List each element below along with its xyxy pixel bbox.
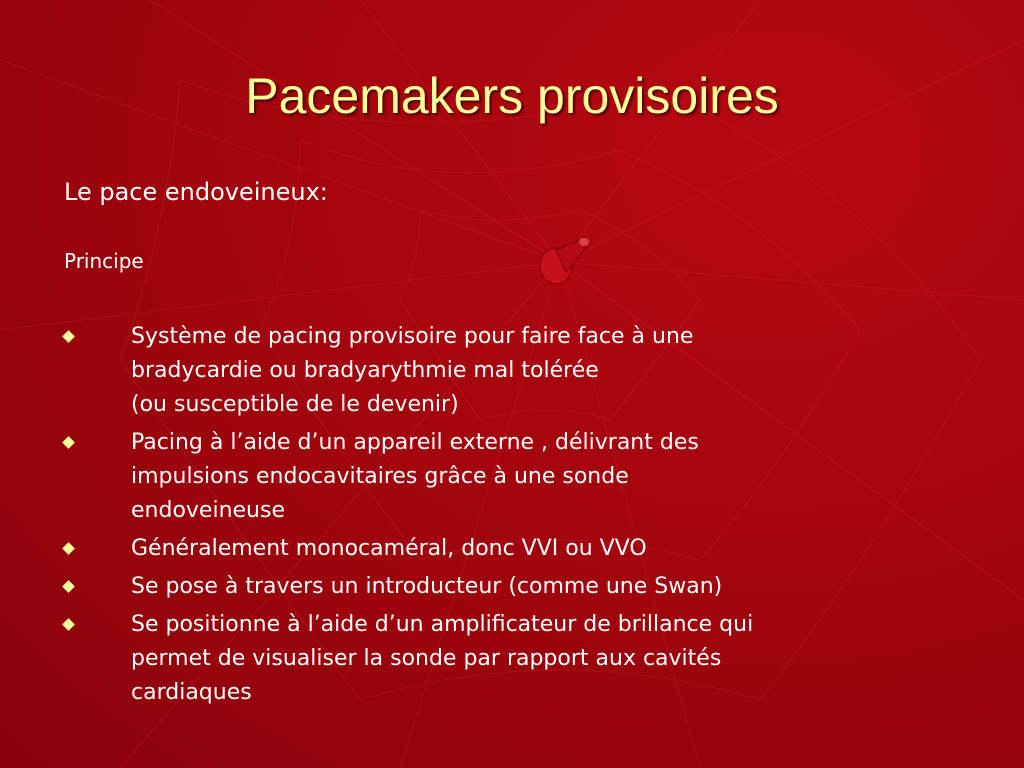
list-item [64, 608, 964, 710]
bullet-list [64, 320, 964, 714]
slide-subtitle: Le pace endoveineux: [64, 178, 328, 206]
list-item [64, 570, 964, 604]
list-item [64, 532, 964, 566]
bullet-text: Système de pacing provisoire pour faire face à une bradycardie ou bradyarythmie mal tolérée (ou susceptible de le devenir) [131, 324, 694, 417]
diamond-bullet-icon [62, 618, 75, 631]
bullet-text: Se positionne à l’aide d’un amplificateur de brillance qui permet de visualiser la sonde par rapport aux cavités cardiaques [131, 612, 754, 705]
diamond-bullet-icon [62, 580, 75, 593]
bullet-text: Se pose à travers un introducteur (comme une Swan) [131, 574, 723, 599]
bullet-text: Généralement monocaméral, donc VVI ou VVO [131, 536, 647, 561]
section-label: Principe [64, 249, 144, 273]
diamond-bullet-icon [62, 436, 75, 449]
list-item [64, 320, 964, 422]
diamond-bullet-icon [62, 330, 75, 343]
slide-title: Pacemakers provisoires [245, 68, 779, 124]
diamond-bullet-icon [62, 542, 75, 555]
bullet-text: Pacing à l’aide d’un appareil externe , délivrant des impulsions endocavitaires grâce à une sonde endoveineuse [131, 430, 699, 523]
list-item [64, 426, 964, 528]
